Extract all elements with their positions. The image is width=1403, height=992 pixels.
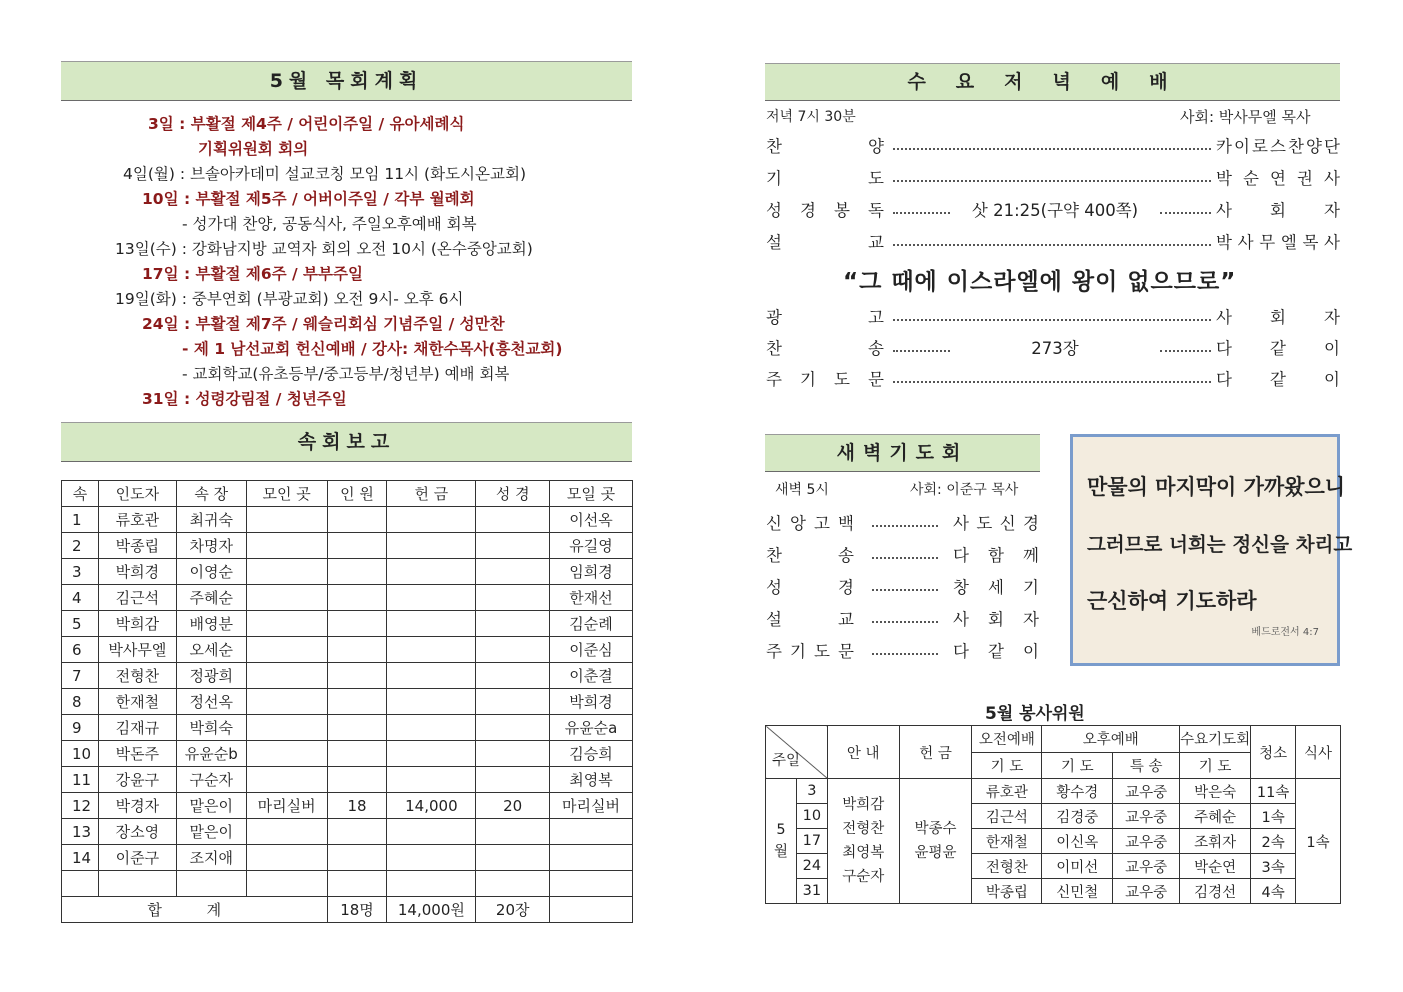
table-cell: 조지애 <box>176 845 246 871</box>
order-label: 광 고 <box>766 308 884 327</box>
col-header: 성 경 <box>476 481 550 507</box>
guide-name: 구순자 <box>842 869 885 885</box>
total-people: 18명 <box>327 897 387 923</box>
table-cell: 유윤순a <box>550 715 633 741</box>
table-cell <box>327 507 387 533</box>
special-cell: 교우중 <box>1113 879 1180 904</box>
wednesday-title: 수요저녁예배 <box>907 71 1198 93</box>
col-header: 모일 곳 <box>550 481 633 507</box>
table-cell <box>327 533 387 559</box>
pm-cell: 황수경 <box>1042 779 1113 804</box>
meal-header: 식사 <box>1296 726 1341 779</box>
table-cell <box>387 819 476 845</box>
table-row <box>62 741 633 767</box>
am-cell: 박종립 <box>972 879 1042 904</box>
am-cell: 전형찬 <box>972 854 1042 879</box>
leader-dots <box>893 212 950 214</box>
offerer-name: 박종수 <box>914 821 957 837</box>
table-cell: 박희경 <box>550 689 633 715</box>
table-cell: 맡은이 <box>176 793 246 819</box>
table-cell <box>387 533 476 559</box>
table-cell <box>176 871 246 897</box>
table-cell <box>387 715 476 741</box>
offerer-name: 윤평윤 <box>914 845 957 861</box>
col-header: 속 장 <box>176 481 246 507</box>
day-cell: 24 <box>796 854 827 879</box>
table-cell: 장소영 <box>98 819 176 845</box>
table-cell <box>387 611 476 637</box>
leader-dots <box>872 589 938 591</box>
table-cell <box>246 611 327 637</box>
plan-line: 13일(수) : 강화남지방 교역자 회의 오전 10시 (온수중앙교회) <box>115 240 533 258</box>
table-cell: 배영분 <box>176 611 246 637</box>
table-cell: 이춘결 <box>550 663 633 689</box>
table-cell: 박돈주 <box>98 741 176 767</box>
leader-dots <box>893 319 1211 321</box>
plan-line: - 교회학교(유초등부/중고등부/청년부) 예배 회복 <box>182 365 510 383</box>
table-cell: 8 <box>62 689 99 715</box>
table-row <box>62 819 633 845</box>
table-cell: 유윤순b <box>176 741 246 767</box>
order-value: 다 같 이 <box>953 642 1039 661</box>
order-label: 기 도 <box>766 169 884 188</box>
table-cell <box>387 585 476 611</box>
leader-dots <box>1160 212 1211 214</box>
table-row <box>62 585 633 611</box>
table-row <box>62 767 633 793</box>
table-row <box>766 779 1341 804</box>
table-cell <box>387 507 476 533</box>
table-cell <box>476 871 550 897</box>
clean-cell: 3속 <box>1251 854 1296 879</box>
table-cell: 오세순 <box>176 637 246 663</box>
am-cell: 류호관 <box>972 779 1042 804</box>
table-cell <box>476 585 550 611</box>
table-cell <box>387 559 476 585</box>
plan-line: 3일 : 부활절 제4주 / 어린이주일 / 유아세례식 <box>148 115 465 133</box>
table-row <box>62 689 633 715</box>
guide-cell <box>827 779 899 904</box>
table-cell <box>327 663 387 689</box>
table-cell: 12 <box>62 793 99 819</box>
clean-cell: 4속 <box>1251 879 1296 904</box>
table-cell: 유길영 <box>550 533 633 559</box>
table-cell: 14,000 <box>387 793 476 819</box>
meal-cell: 1속 <box>1296 779 1341 904</box>
table-cell: 한재철 <box>98 689 176 715</box>
table-cell <box>327 871 387 897</box>
dawn-host: 사회: 이준구 목사 <box>910 482 1019 498</box>
pm-cell: 이미선 <box>1042 854 1113 879</box>
plan-line: 17일 : 부활절 제6주 / 부부주일 <box>142 265 363 283</box>
wednesday-host: 사회: 박사무엘 목사 <box>1180 108 1311 126</box>
table-row <box>62 533 633 559</box>
order-label: 찬 양 <box>766 137 884 156</box>
leader-dots <box>893 350 950 352</box>
col-header: 모인 곳 <box>246 481 327 507</box>
wed-cell: 조휘자 <box>1180 829 1251 854</box>
table-cell <box>476 819 550 845</box>
plan-line: - 성가대 찬양, 공동식사, 주일오후예배 회복 <box>182 215 477 233</box>
col-header: 인 원 <box>327 481 387 507</box>
table-cell: 5 <box>62 611 99 637</box>
table-row <box>62 611 633 637</box>
special-header: 특 송 <box>1113 752 1180 779</box>
guide-name: 최영복 <box>842 845 885 861</box>
week-header: 주일 <box>772 753 801 769</box>
table-cell <box>62 871 99 897</box>
verse-line: 근신하여 기도하라 <box>1087 589 1257 613</box>
table-cell: 김승희 <box>550 741 633 767</box>
table-cell <box>476 741 550 767</box>
table-cell <box>476 637 550 663</box>
table-cell <box>246 689 327 715</box>
guide-name: 박희감 <box>842 797 885 813</box>
table-cell: 20 <box>476 793 550 819</box>
wed-cell: 김경선 <box>1180 879 1251 904</box>
pm-header: 오후예배 <box>1042 726 1180 753</box>
order-label: 성 경 봉 독 <box>766 201 884 220</box>
cell-report-table <box>61 480 633 923</box>
wednesday-header <box>765 63 1340 101</box>
table-cell <box>476 845 550 871</box>
verse-ref: 베드로전서 4:7 <box>1251 627 1319 638</box>
wed-cell: 박은숙 <box>1180 779 1251 804</box>
order-value: 카 이 로 스 찬 양 단 <box>1216 137 1340 156</box>
service-title: 5월 봉사위원 <box>985 704 1085 724</box>
day-cell: 31 <box>796 879 827 904</box>
order-label: 주 기 도 문 <box>766 642 854 661</box>
table-cell <box>550 845 633 871</box>
leader-dots <box>893 244 1211 246</box>
table-cell: 전형찬 <box>98 663 176 689</box>
table-cell <box>476 663 550 689</box>
table-cell: 마리실버 <box>550 793 633 819</box>
table-cell <box>246 845 327 871</box>
leader-dots <box>1160 350 1211 352</box>
order-value: 사 회 자 <box>953 610 1039 629</box>
leader-dots <box>872 525 938 527</box>
total-bible: 20장 <box>476 897 550 923</box>
table-row <box>62 793 633 819</box>
order-label: 성 경 <box>766 578 854 597</box>
guide-header: 안 내 <box>827 726 899 779</box>
pm-cell: 신민철 <box>1042 879 1113 904</box>
table-cell: 18 <box>327 793 387 819</box>
order-label: 주 기 도 문 <box>766 370 884 389</box>
table-cell <box>387 663 476 689</box>
plan-line: 24일 : 부활절 제7주 / 웨슬리회심 기념주일 / 성만찬 <box>142 315 505 333</box>
table-cell <box>550 871 633 897</box>
clean-header: 청소 <box>1251 726 1296 779</box>
table-row <box>62 637 633 663</box>
total-offering: 14,000원 <box>387 897 476 923</box>
table-cell <box>246 819 327 845</box>
table-cell: 3 <box>62 559 99 585</box>
table-cell: 차명자 <box>176 533 246 559</box>
table-cell <box>327 741 387 767</box>
table-cell: 한재선 <box>550 585 633 611</box>
table-cell: 이선옥 <box>550 507 633 533</box>
table-cell <box>246 663 327 689</box>
table-cell <box>387 741 476 767</box>
total-row <box>62 897 633 923</box>
table-cell: 7 <box>62 663 99 689</box>
table-cell <box>246 533 327 559</box>
am-cell: 한재철 <box>972 829 1042 854</box>
table-cell: 정선옥 <box>176 689 246 715</box>
table-cell: 11 <box>62 767 99 793</box>
order-value: 박 사 무 엘 목 사 <box>1216 233 1340 252</box>
table-cell: 맡은이 <box>176 819 246 845</box>
table-cell: 김순례 <box>550 611 633 637</box>
order-value: 다 함 께 <box>953 546 1039 565</box>
table-cell <box>327 559 387 585</box>
table-cell: 14 <box>62 845 99 871</box>
table-cell <box>246 871 327 897</box>
leader-dots <box>872 621 938 623</box>
month-cell: 5 월 <box>766 779 797 904</box>
table-cell: 6 <box>62 637 99 663</box>
wed-prayer-header: 기 도 <box>1180 752 1251 779</box>
table-cell <box>246 637 327 663</box>
sermon-title: “그 때에 이스라엘에 왕이 없으므로” <box>843 269 1237 295</box>
leader-dots <box>893 381 1211 383</box>
clean-cell: 11속 <box>1251 779 1296 804</box>
table-cell: 박희감 <box>98 611 176 637</box>
plan-title: 5월 목회계획 <box>269 70 424 92</box>
order-value: 박 순 연 권 사 <box>1216 169 1340 188</box>
guide-name: 전형찬 <box>842 821 885 837</box>
order-label: 신 앙 고 백 <box>766 514 854 533</box>
order-value: 사 회 자 <box>1216 308 1340 327</box>
dawn-title: 새벽기도회 <box>836 442 969 464</box>
special-cell: 교우중 <box>1113 779 1180 804</box>
table-cell <box>476 611 550 637</box>
plan-line: 10일 : 부활절 제5주 / 어버이주일 / 각부 월례회 <box>142 190 475 208</box>
table-cell: 최귀숙 <box>176 507 246 533</box>
order-value: 다 같 이 <box>1216 370 1340 389</box>
table-cell: 10 <box>62 741 99 767</box>
plan-line: 기획위원회 회의 <box>198 140 309 158</box>
special-cell: 교우중 <box>1113 829 1180 854</box>
am-prayer-header: 기 도 <box>972 752 1042 779</box>
dawn-time: 새벽 5시 <box>775 482 829 498</box>
col-header: 헌 금 <box>387 481 476 507</box>
order-value: 사 도 신 경 <box>953 514 1039 533</box>
verse-card <box>1070 434 1353 666</box>
table-cell: 박희경 <box>98 559 176 585</box>
table-cell <box>550 819 633 845</box>
plan-header <box>61 61 632 101</box>
table-cell <box>327 611 387 637</box>
table-cell: 류호관 <box>98 507 176 533</box>
table-cell: 4 <box>62 585 99 611</box>
table-cell <box>246 715 327 741</box>
col-header: 인도자 <box>98 481 176 507</box>
table-cell <box>246 507 327 533</box>
am-header: 오전예배 <box>972 726 1042 753</box>
wed-header: 수요기도회 <box>1180 726 1251 753</box>
pm-cell: 이신옥 <box>1042 829 1113 854</box>
leader-dots <box>893 148 1211 150</box>
table-cell: 박종립 <box>98 533 176 559</box>
clean-cell: 1속 <box>1251 804 1296 829</box>
wed-cell: 주혜순 <box>1180 804 1251 829</box>
table-cell <box>246 741 327 767</box>
table-cell <box>327 585 387 611</box>
table-cell <box>387 767 476 793</box>
plan-line: 4일(월) : 브솔아카데미 설교코칭 모임 11시 (화도시온교회) <box>123 165 526 183</box>
table-cell <box>327 845 387 871</box>
table-cell: 1 <box>62 507 99 533</box>
order-label: 설 교 <box>766 233 884 252</box>
total-empty <box>550 897 633 923</box>
table-cell: 박사무엘 <box>98 637 176 663</box>
plan-line: 19일(화) : 중부연회 (부광교회) 오전 9시- 오후 6시 <box>115 290 464 308</box>
verse-line: 그러므로 너희는 정신을 차리고 <box>1087 533 1353 556</box>
table-cell <box>387 689 476 715</box>
cell-report-header <box>61 422 632 462</box>
day-cell: 17 <box>796 829 827 854</box>
order-label: 찬 송 <box>766 339 884 358</box>
table-row <box>62 715 633 741</box>
table-cell <box>246 767 327 793</box>
special-cell: 교우중 <box>1113 804 1180 829</box>
leader-dots <box>872 557 938 559</box>
am-cell: 김근석 <box>972 804 1042 829</box>
table-cell: 강윤구 <box>98 767 176 793</box>
table-cell <box>98 871 176 897</box>
table-cell <box>387 845 476 871</box>
wed-cell: 박순연 <box>1180 854 1251 879</box>
table-cell: 박경자 <box>98 793 176 819</box>
table-cell <box>387 871 476 897</box>
table-cell <box>476 507 550 533</box>
wednesday-time: 저녁 7시 30분 <box>766 109 856 125</box>
table-cell: 구순자 <box>176 767 246 793</box>
day-cell: 10 <box>796 804 827 829</box>
table-cell: 이준구 <box>98 845 176 871</box>
table-cell <box>327 715 387 741</box>
cell-report-header-row <box>62 481 633 507</box>
table-cell: 최영복 <box>550 767 633 793</box>
service-table <box>765 725 1341 904</box>
table-cell <box>476 767 550 793</box>
order-detail: 삿 21:25(구약 400쪽) <box>971 201 1139 220</box>
table-cell <box>246 585 327 611</box>
table-cell <box>327 819 387 845</box>
table-cell: 정광희 <box>176 663 246 689</box>
offer-cell <box>899 779 972 904</box>
table-row <box>62 507 633 533</box>
plan-line: 31일 : 성령강림절 / 청년주일 <box>142 390 347 408</box>
table-cell: 김재규 <box>98 715 176 741</box>
offer-header: 헌 금 <box>899 726 972 779</box>
table-cell: 마리실버 <box>246 793 327 819</box>
table-cell <box>327 689 387 715</box>
table-row <box>62 663 633 689</box>
table-cell: 주혜순 <box>176 585 246 611</box>
table-cell: 이준심 <box>550 637 633 663</box>
col-header: 속 <box>62 481 99 507</box>
table-cell <box>327 637 387 663</box>
week-corner <box>766 726 828 779</box>
dawn-header <box>765 434 1040 472</box>
pm-cell: 김경중 <box>1042 804 1113 829</box>
pm-prayer-header: 기 도 <box>1042 752 1113 779</box>
table-row <box>62 559 633 585</box>
table-cell <box>246 559 327 585</box>
order-detail: 273장 <box>1031 339 1079 358</box>
verse-line: 만물의 마지막이 가까왔으니 <box>1087 475 1346 499</box>
table-cell: 이영순 <box>176 559 246 585</box>
cell-report-title: 속회보고 <box>297 431 396 453</box>
order-value: 창 세 기 <box>953 578 1039 597</box>
clean-cell: 2속 <box>1251 829 1296 854</box>
table-row <box>62 845 633 871</box>
order-label: 설 교 <box>766 610 854 629</box>
plan-line: - 제 1 남선교회 헌신예배 / 강사: 채한수목사(흥천교회) <box>182 340 563 358</box>
table-cell <box>387 637 476 663</box>
order-label: 찬 송 <box>766 546 854 565</box>
table-row <box>62 871 633 897</box>
order-value: 사 회 자 <box>1216 201 1340 220</box>
special-cell: 교우중 <box>1113 854 1180 879</box>
table-cell: 9 <box>62 715 99 741</box>
leader-dots <box>893 180 1211 182</box>
table-cell: 2 <box>62 533 99 559</box>
leader-dots <box>872 653 938 655</box>
table-cell <box>476 559 550 585</box>
table-cell <box>476 533 550 559</box>
table-cell: 박희숙 <box>176 715 246 741</box>
table-cell <box>476 689 550 715</box>
table-cell <box>476 715 550 741</box>
table-cell: 김근석 <box>98 585 176 611</box>
day-cell: 3 <box>796 779 827 804</box>
table-cell: 임희경 <box>550 559 633 585</box>
order-value: 다 같 이 <box>1216 339 1340 358</box>
table-cell <box>327 767 387 793</box>
total-label: 합 계 <box>62 897 328 923</box>
table-cell: 13 <box>62 819 99 845</box>
